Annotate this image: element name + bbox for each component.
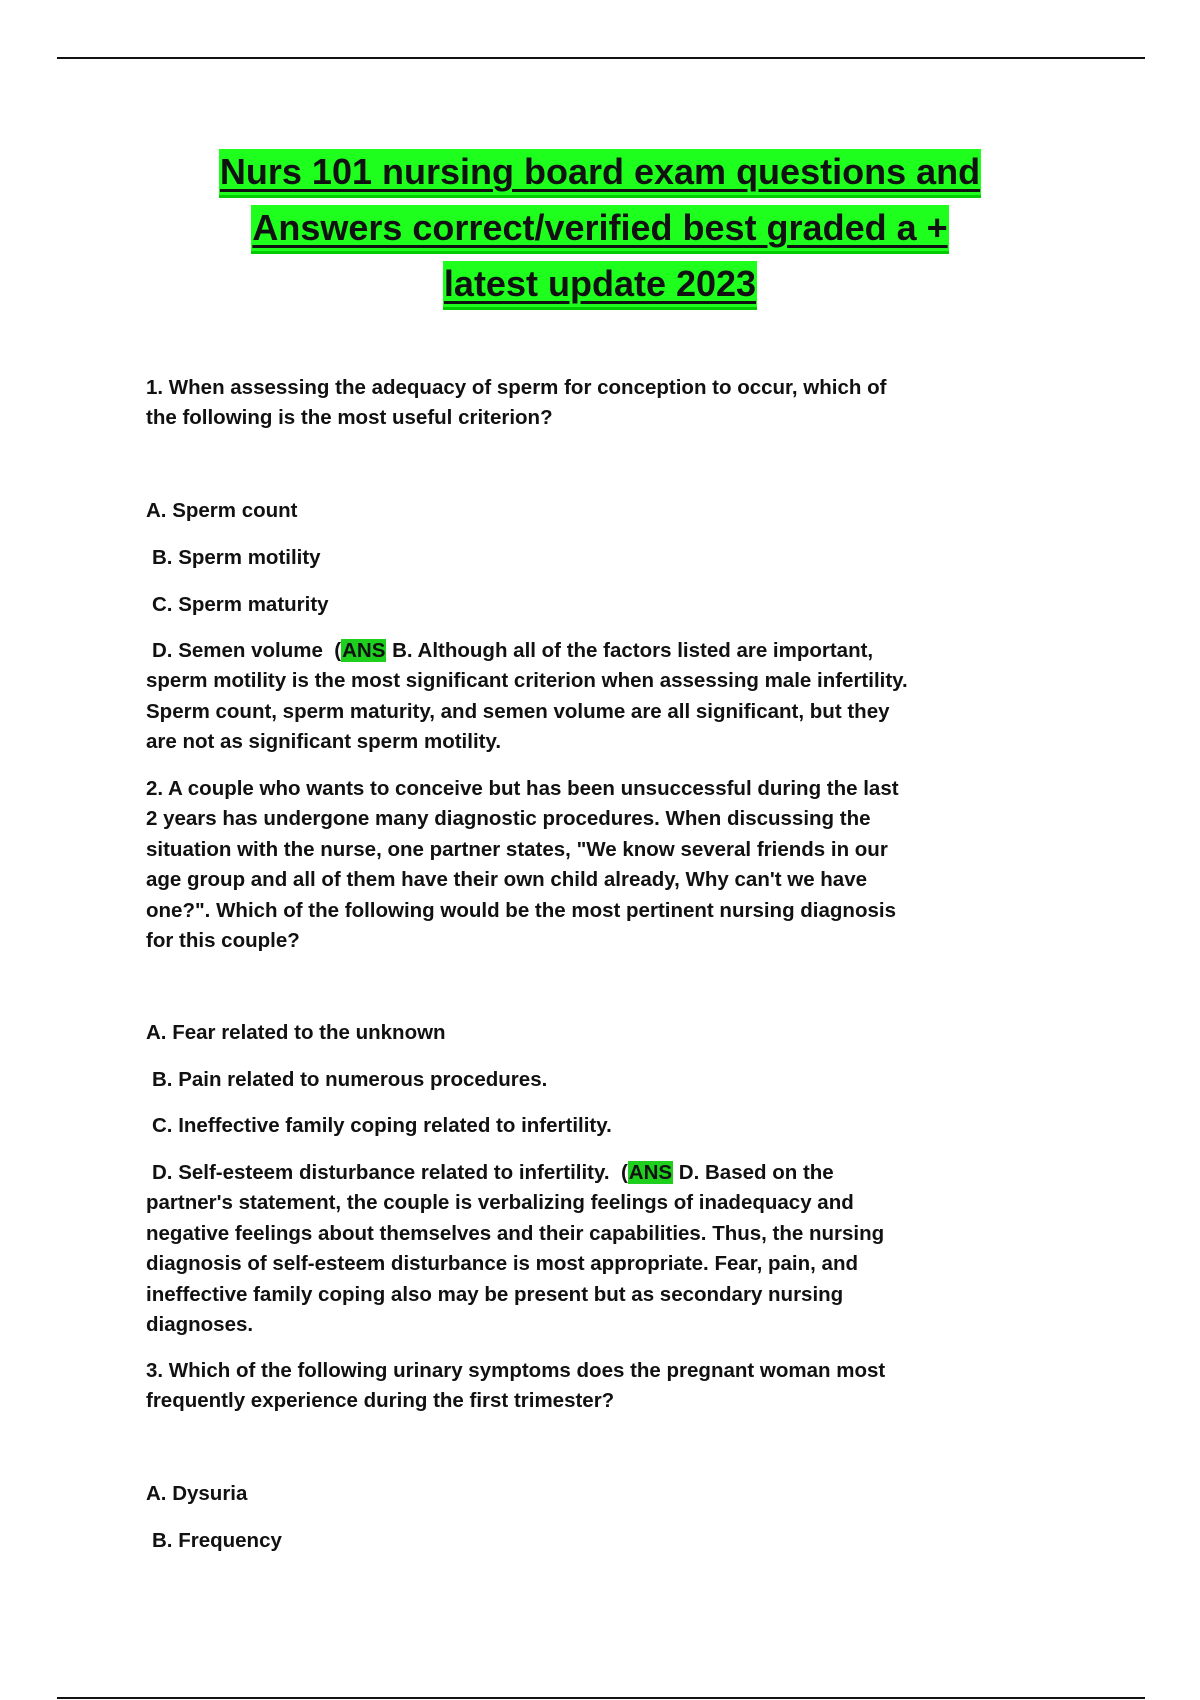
question-line: situation with the nurse, one partner states, "We know several friends in our [146, 837, 888, 861]
answer-line: diagnoses. [146, 1313, 254, 1337]
option-d-with-answer [146, 636, 908, 758]
option-a: A. Dysuria [146, 1482, 248, 1505]
question-line: 2 years has undergone many diagnostic procedures. When discussing the [146, 807, 871, 831]
question-line: 3. Which of the following urinary symptoms does the pregnant woman most [146, 1359, 886, 1382]
question-line: age group and all of them have their own child already, Why can't we have [146, 868, 868, 892]
option-b: B. Frequency [152, 1529, 282, 1552]
document-title [0, 149, 1200, 307]
answer-text: B. Although all of the factors listed are important, [386, 639, 874, 662]
question-line: the following is the most useful criterion? [146, 406, 553, 430]
title-line: Nurs 101 nursing board exam questions and [219, 149, 981, 195]
answer-line: are not as significant sperm motility. [146, 730, 502, 754]
answer-line: partner's statement, the couple is verbalizing feelings of inadequacy and [146, 1191, 854, 1215]
answer-line: diagnosis of self-esteem disturbance is most appropriate. Fear, pain, and [146, 1252, 858, 1276]
answer-line: sperm motility is the most significant criterion when assessing male infertility. [146, 669, 908, 693]
question-line: frequently experience during the first trimester? [146, 1389, 615, 1413]
ans-highlight: ANS [342, 639, 386, 662]
option-d: D. Semen volume ( [152, 639, 342, 662]
option-b: B. Sperm motility [152, 546, 321, 569]
answer-text: D. Based on the [673, 1161, 834, 1184]
title-line: Answers correct/verified best graded a + [251, 205, 948, 251]
question-line: 1. When assessing the adequacy of sperm for conception to occur, which of [146, 376, 887, 399]
top-rule [57, 57, 1145, 59]
answer-line: Sperm count, sperm maturity, and semen volume are all significant, but they [146, 699, 890, 723]
question-line: one?". Which of the following would be the most pertinent nursing diagnosis [146, 898, 896, 922]
option-b: B. Pain related to numerous procedures. [152, 1068, 548, 1091]
title-line: latest update 2023 [443, 261, 757, 307]
answer-line: ineffective family coping also may be present but as secondary nursing [146, 1282, 844, 1306]
option-a: A. Fear related to the unknown [146, 1021, 446, 1044]
question-line: for this couple? [146, 929, 300, 953]
option-d-line [146, 1158, 884, 1188]
option-c: C. Sperm maturity [152, 593, 329, 616]
question-2 [146, 774, 899, 956]
question-1 [146, 373, 886, 434]
option-d-line [146, 636, 908, 666]
ans-highlight: ANS [628, 1161, 673, 1184]
option-c: C. Ineffective family coping related to infertility. [152, 1114, 612, 1137]
option-d-with-answer [146, 1158, 884, 1340]
option-d: D. Self-esteem disturbance related to infertility. ( [152, 1161, 628, 1184]
answer-line: negative feelings about themselves and their capabilities. Thus, the nursing [146, 1221, 885, 1245]
option-a: A. Sperm count [146, 499, 298, 522]
bottom-rule [57, 1697, 1145, 1699]
question-3 [146, 1356, 885, 1417]
question-line: 2. A couple who wants to conceive but has been unsuccessful during the last [146, 777, 899, 800]
